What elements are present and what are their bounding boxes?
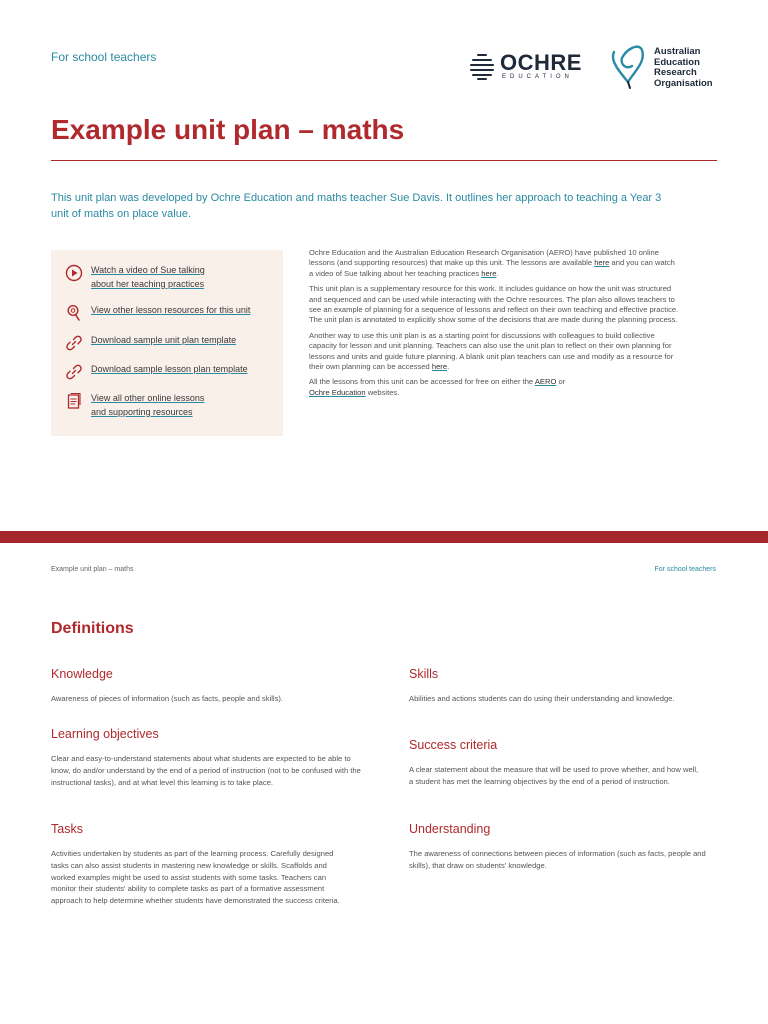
- aero-logo-line: Research: [654, 67, 697, 78]
- link-label[interactable]: Watch a video of Sue talking: [91, 265, 205, 275]
- link-watch-video[interactable]: [65, 264, 205, 291]
- definition-text: Activities undertaken by students as part of the learning process. Carefully designed tasks can also assist students in mastering new knowledge or skills. Scaffolds and worked examples might be used to assist students with some tasks. Teachers can monitor their students' ability to complete tasks as part of a formative assessment approach to help determine whether students have demonstrated the success criteria.: [51, 849, 340, 906]
- running-header-left: Example unit plan – maths: [51, 566, 134, 573]
- body-paragraph-2: This unit plan is a supplementary resource for this work. It includes guidance on how the unit was structured and sequenced and can be used while interacting with the Ochre resources. The plan also allows teachers to see an example of planning for a sequence of lessons and reflect on their own teaching and effective practice. The unit plan is annotated to explicitly show some of the decisions that are made during the planning process.: [309, 284, 679, 325]
- definition-text: Clear and easy-to-understand statements about what students are expected to be able to know, do and/or understand by the end of a period of instruction (not to be confused with the instructional tasks), and at what level this learning is to take place.: [51, 754, 361, 787]
- definition-term: Success criteria: [409, 738, 498, 752]
- audience-label: For school teachers: [51, 50, 157, 64]
- ochre-logo-word: OCHRE: [500, 50, 582, 75]
- lessons-here-link[interactable]: here: [594, 258, 610, 268]
- document-icon: [65, 392, 83, 410]
- page-title: Example unit plan – maths: [51, 114, 405, 145]
- definition-term: Knowledge: [51, 667, 113, 681]
- link-label[interactable]: Download sample lesson plan template: [91, 364, 248, 374]
- resource-links-box: [51, 250, 283, 436]
- search-lesson-icon: [65, 304, 83, 322]
- aero-logo-line: Organisation: [654, 77, 713, 89]
- running-header-right: For school teachers: [654, 566, 716, 573]
- definition-text: A clear statement about the measure that will be used to prove whether, and how well, a student has met the learning objectives by the end of a period of instruction.: [409, 765, 699, 786]
- ochre-education-logo[interactable]: [468, 50, 580, 84]
- body-paragraph-3: Another way to use this unit plan is as a starting point for discussions with colleagues to build collective capacity for lesson and unit planning. Teachers can also use the unit plan to reflect on their own planning for lessons and units and guide future planning. A blank unit plan teachers can use and modify as a resource for their own planning can be accessed here.: [309, 330, 674, 372]
- ochre-logo-sub: EDUCATION: [502, 74, 573, 80]
- body-text-column: [309, 248, 679, 403]
- ochre-website-link[interactable]: Ochre Education: [309, 387, 366, 397]
- definition-term: Learning objectives: [51, 727, 159, 741]
- definition-text: The awareness of connections between pieces of information (such as facts, people and skills), that draw on students' knowledge.: [409, 849, 706, 870]
- link-label[interactable]: Download sample unit plan template: [91, 335, 237, 345]
- aero-website-link[interactable]: AERO: [534, 377, 557, 387]
- link-label[interactable]: View other lesson resources for this unit: [91, 305, 251, 315]
- aero-logo[interactable]: [608, 44, 726, 90]
- definition-text: Awareness of pieces of information (such as facts, people and skills).: [51, 694, 284, 703]
- link-icon: [65, 363, 83, 381]
- link-unit-plan-template[interactable]: [65, 334, 236, 352]
- ochre-mark-icon: [468, 52, 496, 80]
- link-icon: [65, 334, 83, 352]
- body-paragraph-1: Ochre Education and the Australian Education Research Organisation (AERO) have published 10 online lessons (and supporting resources) that make up this unit. The lessons are available here and you can watch a video of Sue talking about her teaching practices here.: [309, 248, 675, 278]
- link-lesson-plan-template[interactable]: [65, 363, 248, 381]
- intro-text: This unit plan was developed by Ochre Education and maths teacher Sue Davis. It outlines her approach to teaching a Year 3 unit of maths on place value.: [51, 192, 662, 220]
- definition-term: Tasks: [51, 822, 83, 836]
- aero-logo-line: Education: [654, 56, 700, 68]
- link-label[interactable]: and supporting resources: [91, 406, 193, 417]
- link-all-lessons[interactable]: [65, 392, 204, 419]
- link-other-resources[interactable]: [65, 304, 250, 322]
- page-break-band: [0, 531, 768, 543]
- link-label[interactable]: View all other online lessons: [91, 393, 205, 403]
- definition-term: Skills: [409, 667, 439, 681]
- body-paragraph-4: All the lessons from this unit can be accessed for free on either the AERO or Ochre Education websites.: [309, 377, 566, 397]
- aero-mark-icon: [608, 44, 650, 90]
- template-here-link[interactable]: here: [431, 362, 448, 372]
- video-here-link[interactable]: here: [481, 268, 497, 278]
- title-divider: [51, 160, 717, 161]
- play-icon: [65, 264, 83, 282]
- definitions-heading: Definitions: [51, 620, 134, 637]
- definition-text: Abilities and actions students can do using their understanding and knowledge.: [409, 694, 675, 703]
- link-label[interactable]: about her teaching practices: [91, 278, 205, 289]
- aero-logo-line: Australian: [654, 46, 701, 57]
- definition-term: Understanding: [409, 822, 491, 836]
